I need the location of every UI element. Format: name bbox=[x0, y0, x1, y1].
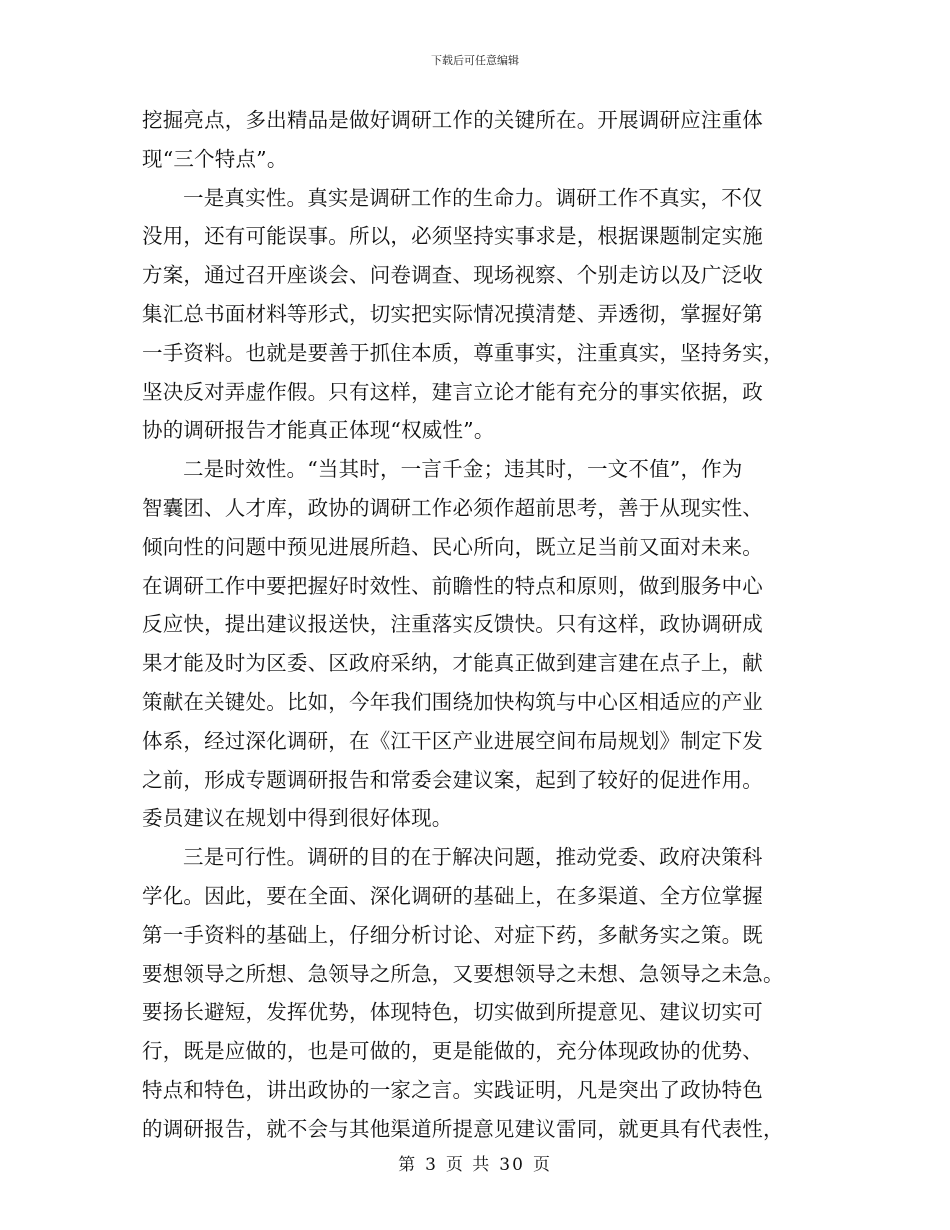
text-line: 之前，形成专题调研报告和常委会建议案，起到了较好的促进作用。 bbox=[142, 767, 763, 792]
paragraph bbox=[142, 101, 806, 179]
text-line: 特点和特色，讲出政协的一家之言。实践证明，凡是突出了政协特色 bbox=[142, 1077, 763, 1102]
text-line: 协的调研报告才能真正体现“权威性”。 bbox=[142, 418, 495, 443]
text-line: 二是时效性。“当其时，一言千金；违其时，一文不值”，作为 bbox=[183, 457, 743, 482]
text-line: 三是可行性。调研的目的在于解决问题，推动党委、政府决策科 bbox=[183, 845, 763, 870]
text-line: 学化。因此，要在全面、深化调研的基础上，在多渠道、全方位掌握 bbox=[142, 883, 763, 908]
paragraph bbox=[142, 838, 806, 1148]
footer-middle: 页 共 bbox=[445, 1155, 492, 1175]
text-line: 要扬长避短，发挥优势，体现特色，切实做到所提意见、建议切实可 bbox=[142, 1000, 763, 1025]
page-header: 下载后可任意编辑 bbox=[431, 54, 519, 67]
text-line: 反应快，提出建议报送快，注重落实反馈快。只有这样，政协调研成 bbox=[142, 612, 763, 637]
text-line: 没用，还有可能误事。所以，必须坚持实事求是，根据课题制定实施 bbox=[142, 224, 763, 249]
text-line: 集汇总书面材料等形式，切实把实际情况摸清楚、弄透彻，掌握好第 bbox=[142, 301, 763, 326]
text-line: 要想领导之所想、急领导之所急，又要想领导之未想、急领导之未急。 bbox=[142, 961, 784, 986]
paragraph bbox=[142, 450, 806, 838]
document-body bbox=[142, 101, 806, 1149]
page-footer bbox=[0, 1154, 950, 1176]
text-line: 的调研报告，就不会与其他渠道所提意见建议雷同，就更具有代表性， bbox=[142, 1116, 784, 1141]
paragraph bbox=[142, 179, 806, 451]
text-line: 策献在关键处。比如，今年我们围绕加快构筑与中心区相适应的产业 bbox=[142, 689, 763, 714]
text-line: 挖掘亮点，多出精品是做好调研工作的关键所在。开展调研应注重体 bbox=[142, 108, 763, 132]
text-line: 第一手资料的基础上，仔细分析讨论、对症下药，多献务实之策。既 bbox=[142, 922, 763, 947]
text-line: 倾向性的问题中预见进展所趋、民心所向，既立足当前又面对未来。 bbox=[142, 534, 763, 559]
total-pages-number: 30 bbox=[499, 1155, 525, 1175]
text-line: 果才能及时为区委、区政府采纳，才能真正做到建言建在点子上，献 bbox=[142, 651, 763, 676]
text-line: 体系，经过深化调研，在《江干区产业进展空间布局规划》制定下发 bbox=[142, 728, 763, 753]
text-line: 现“三个特点”。 bbox=[142, 146, 288, 171]
footer-prefix: 第 bbox=[398, 1155, 418, 1175]
text-line: 行，既是应做的，也是可做的，更是能做的，充分体现政协的优势、 bbox=[142, 1039, 763, 1064]
text-line: 一是真实性。真实是调研工作的生命力。调研工作不真实，不仅 bbox=[183, 185, 763, 210]
text-line: 坚决反对弄虚作假。只有这样，建言立论才能有充分的事实依据，政 bbox=[142, 379, 763, 404]
text-line: 方案，通过召开座谈会、问卷调查、现场视察、个别走访以及广泛收 bbox=[142, 263, 763, 288]
text-line: 在调研工作中要把握好时效性、前瞻性的特点和原则，做到服务中心 bbox=[142, 573, 763, 598]
text-line: 委员建议在规划中得到很好体现。 bbox=[142, 806, 453, 831]
text-line: 一手资料。也就是要善于抓住本质，尊重事实，注重真实，坚持务实， bbox=[142, 340, 784, 365]
text-line: 智囊团、人才库，政协的调研工作必须作超前思考，善于从现实性、 bbox=[142, 495, 763, 520]
footer-suffix: 页 bbox=[532, 1155, 552, 1175]
current-page-number: 3 bbox=[425, 1155, 438, 1175]
